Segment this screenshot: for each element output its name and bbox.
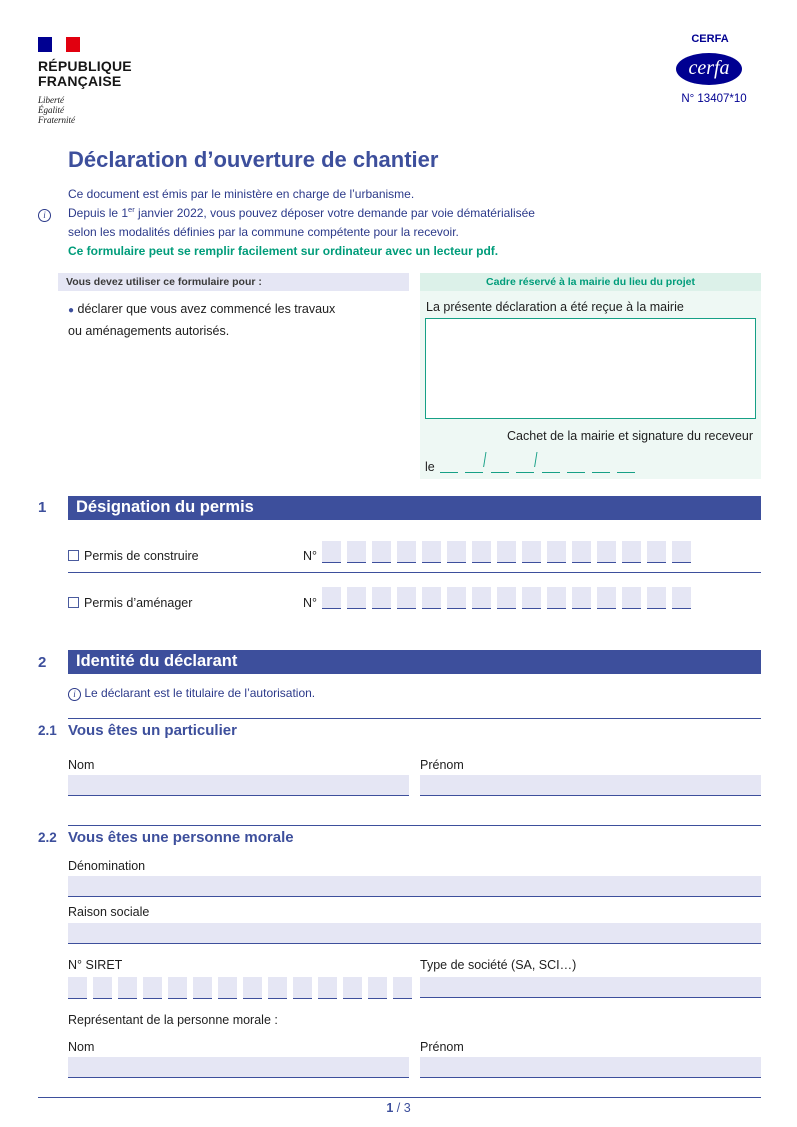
- republique-francaise-flag: [38, 37, 80, 52]
- raison-sociale-input[interactable]: [68, 923, 761, 944]
- section2-number: 2: [38, 654, 47, 671]
- representant-prenom-label: Prénom: [420, 1040, 464, 1054]
- particulier-prenom-label: Prénom: [420, 758, 464, 772]
- cerfa-logo: cerfa: [676, 53, 742, 85]
- denomination-label: Dénomination: [68, 859, 146, 873]
- usage-line2: ou aménagements autorisés.: [68, 324, 230, 338]
- permis-construire-label: Permis de construire: [84, 549, 199, 563]
- subsection21-number: 2.1: [38, 723, 57, 738]
- cerfa-number: N° 13407*10: [681, 93, 747, 105]
- particulier-prenom-input[interactable]: [420, 775, 761, 796]
- page-number: 1 / 3: [386, 1101, 411, 1115]
- permis-amenager-no-label: N°: [303, 596, 318, 610]
- republic-line2: FRANÇAISE: [38, 73, 122, 89]
- mairie-heading: Cadre réservé à la mairie du lieu du projet: [420, 273, 761, 291]
- section1-title: Désignation du permis: [68, 496, 761, 520]
- permis-amenager-checkbox[interactable]: [68, 597, 79, 608]
- republique-francaise-name: [38, 59, 132, 89]
- siret-input[interactable]: [68, 977, 412, 999]
- info-icon: i: [38, 209, 51, 222]
- mairie-stamp-box: [425, 318, 756, 419]
- subsection21-title: Vous êtes un particulier: [68, 722, 237, 739]
- intro-line4: Ce formulaire peut se remplir facilement sur ordinateur avec un lecteur pdf.: [68, 244, 499, 258]
- particulier-nom-label: Nom: [68, 758, 95, 772]
- motto-egalite: Égalité: [38, 105, 64, 115]
- intro-line1: Ce document est émis par le ministère en charge de l’urbanisme.: [68, 187, 415, 201]
- motto-liberte: Liberté: [38, 95, 64, 105]
- permis-construire-option[interactable]: [68, 549, 199, 563]
- section2-title: Identité du déclarant: [68, 650, 761, 674]
- separator: [68, 825, 761, 826]
- representant-nom-input[interactable]: [68, 1057, 409, 1078]
- intro-line2: Depuis le 1er janvier 2022, vous pouvez déposer votre demande par voie dématérialisée: [68, 205, 535, 220]
- section2-note: i Le déclarant est le titulaire de l’autorisation.: [68, 686, 315, 701]
- date-year-cell: [567, 454, 585, 473]
- type-societe-label: Type de société (SA, SCI…): [420, 958, 577, 972]
- republic-motto: [38, 95, 75, 125]
- date-slash: /: [483, 450, 487, 472]
- type-societe-input[interactable]: [420, 977, 761, 998]
- date-slash: /: [534, 450, 538, 472]
- mairie-cachet-label: Cachet de la mairie et signature du receveur: [507, 429, 753, 443]
- date-day-cell: [465, 454, 483, 473]
- raison-sociale-label: Raison sociale: [68, 905, 150, 919]
- date-month-cell: [516, 454, 534, 473]
- permis-amenager-number-field[interactable]: [322, 587, 691, 609]
- siret-label: N° SIRET: [68, 958, 123, 972]
- usage-text: [68, 299, 335, 341]
- bullet-icon: ●: [68, 305, 75, 316]
- separator: [68, 572, 761, 573]
- date-year-cell: [617, 454, 635, 473]
- mairie-received-label: La présente déclaration a été reçue à la mairie: [426, 300, 684, 314]
- permis-construire-checkbox[interactable]: [68, 550, 79, 561]
- date-day-cell: [440, 454, 458, 473]
- cerfa-label: CERFA: [691, 33, 729, 45]
- permis-amenager-label: Permis d’aménager: [84, 596, 193, 610]
- representant-nom-label: Nom: [68, 1040, 95, 1054]
- mairie-date-label: le: [425, 460, 435, 474]
- footer-separator: [38, 1097, 761, 1098]
- representant-label: Représentant de la personne morale :: [68, 1013, 278, 1027]
- date-year-cell: [592, 454, 610, 473]
- permis-construire-no-label: N°: [303, 549, 318, 563]
- permis-amenager-option[interactable]: [68, 596, 192, 610]
- separator: [68, 718, 761, 719]
- document-title: Déclaration d’ouverture de chantier: [68, 147, 439, 172]
- representant-prenom-input[interactable]: [420, 1057, 761, 1078]
- date-year-cell: [542, 454, 560, 473]
- info-icon: i: [68, 688, 81, 701]
- section1-number: 1: [38, 499, 47, 516]
- denomination-input[interactable]: [68, 876, 761, 897]
- subsection22-number: 2.2: [38, 830, 57, 845]
- intro-line3: selon les modalités définies par la commune compétente pour la recevoir.: [68, 225, 459, 239]
- intro-text: [68, 185, 535, 261]
- usage-heading: Vous devez utiliser ce formulaire pour :: [58, 273, 409, 291]
- usage-line1: ● déclarer que vous avez commencé les travaux: [68, 302, 336, 316]
- permis-construire-number-field[interactable]: [322, 541, 691, 563]
- particulier-nom-input[interactable]: [68, 775, 409, 796]
- subsection22-title: Vous êtes une personne morale: [68, 829, 294, 846]
- motto-fraternite: Fraternité: [38, 115, 75, 125]
- republic-line1: RÉPUBLIQUE: [38, 58, 132, 74]
- date-month-cell: [491, 454, 509, 473]
